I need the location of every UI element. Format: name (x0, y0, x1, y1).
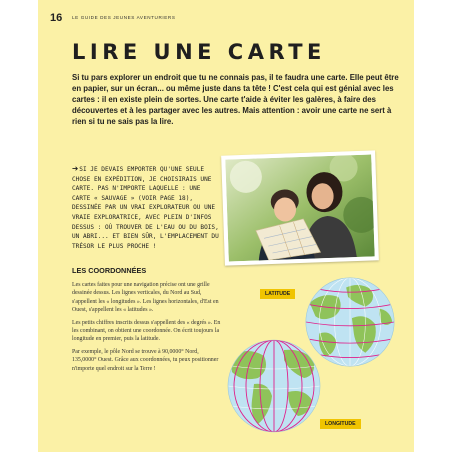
kids-reading-map-photo (221, 150, 379, 265)
longitude-globe (224, 336, 324, 436)
body-paragraph: Par exemple, le pôle Nord se trouve à 90,0000° Nord, 135,0000° Ouest. Grâce aux coordonnées, tu peux positionner n'importe quel endroit sur la Terre ! (72, 348, 219, 372)
body-paragraph: Les petits chiffres inscrits dessus s'appellent des « degrés ». En les combinant, on obtient une coordonnée. On écrit toujours la longitude en premier, puis la latitude. (72, 319, 221, 343)
pointing-hand-icon: ➔ (72, 164, 79, 173)
body-paragraph: Les cartes faites pour une navigation précise ont une grille dessinée dessus. Les lignes verticales, du Nord au Sud, s'appellent les « longitudes ». Les lignes horizontales, d'Est en Ouest, s'appellent les « latitudes ». (72, 282, 219, 314)
quote-text: SI JE DEVAIS EMPORTER QU'UNE SEULE CHOSE EN EXPÉDITION, JE CHOISIRAIS UNE CARTE. PAS N'IMPORTE LAQUELLE : UNE CARTE « SAUVAGE » (VOIR PAGE 18), DESSINÉE PAR UN VRAI EXPLORATEUR OU UNE VRAIE EXPLORATRICE, AVEC PLEIN D'INFOS DESSUS : OÙ TROUVER DE L'EAU OU DU BOIS, UN ABRI... ET BIEN SÛR, L'EMPLACEMENT DU TRÉSOR LE PLUS PROCHE ! (72, 166, 219, 250)
photo-illustration (225, 154, 374, 261)
explorer-quote (72, 164, 222, 251)
running-head: LE GUIDE DES JEUNES AVENTURIERS (72, 15, 176, 20)
book-page (38, 0, 414, 452)
page-number: 16 (50, 12, 63, 24)
intro-paragraph: Si tu pars explorer un endroit que tu ne connais pas, il te faudra une carte. Elle peut être en papier, sur un écran... ou même juste dans ta tête ! C'est cela qui est génial avec les cartes : il en existe plein de sortes. Une carte t'aide à éviter les galères, à faire des découvertes et à les partager avec les autres. Mais attention : avoir une carte ne sert à rien si tu ne sais pas la lire. (72, 73, 399, 127)
section-title: LES COORDONNÉES (72, 266, 147, 275)
latitude-label: LATITUDE (260, 289, 295, 299)
page-title: LIRE UNE CARTE (72, 40, 326, 64)
section-body (72, 281, 224, 377)
longitude-label: LONGITUDE (320, 419, 361, 429)
